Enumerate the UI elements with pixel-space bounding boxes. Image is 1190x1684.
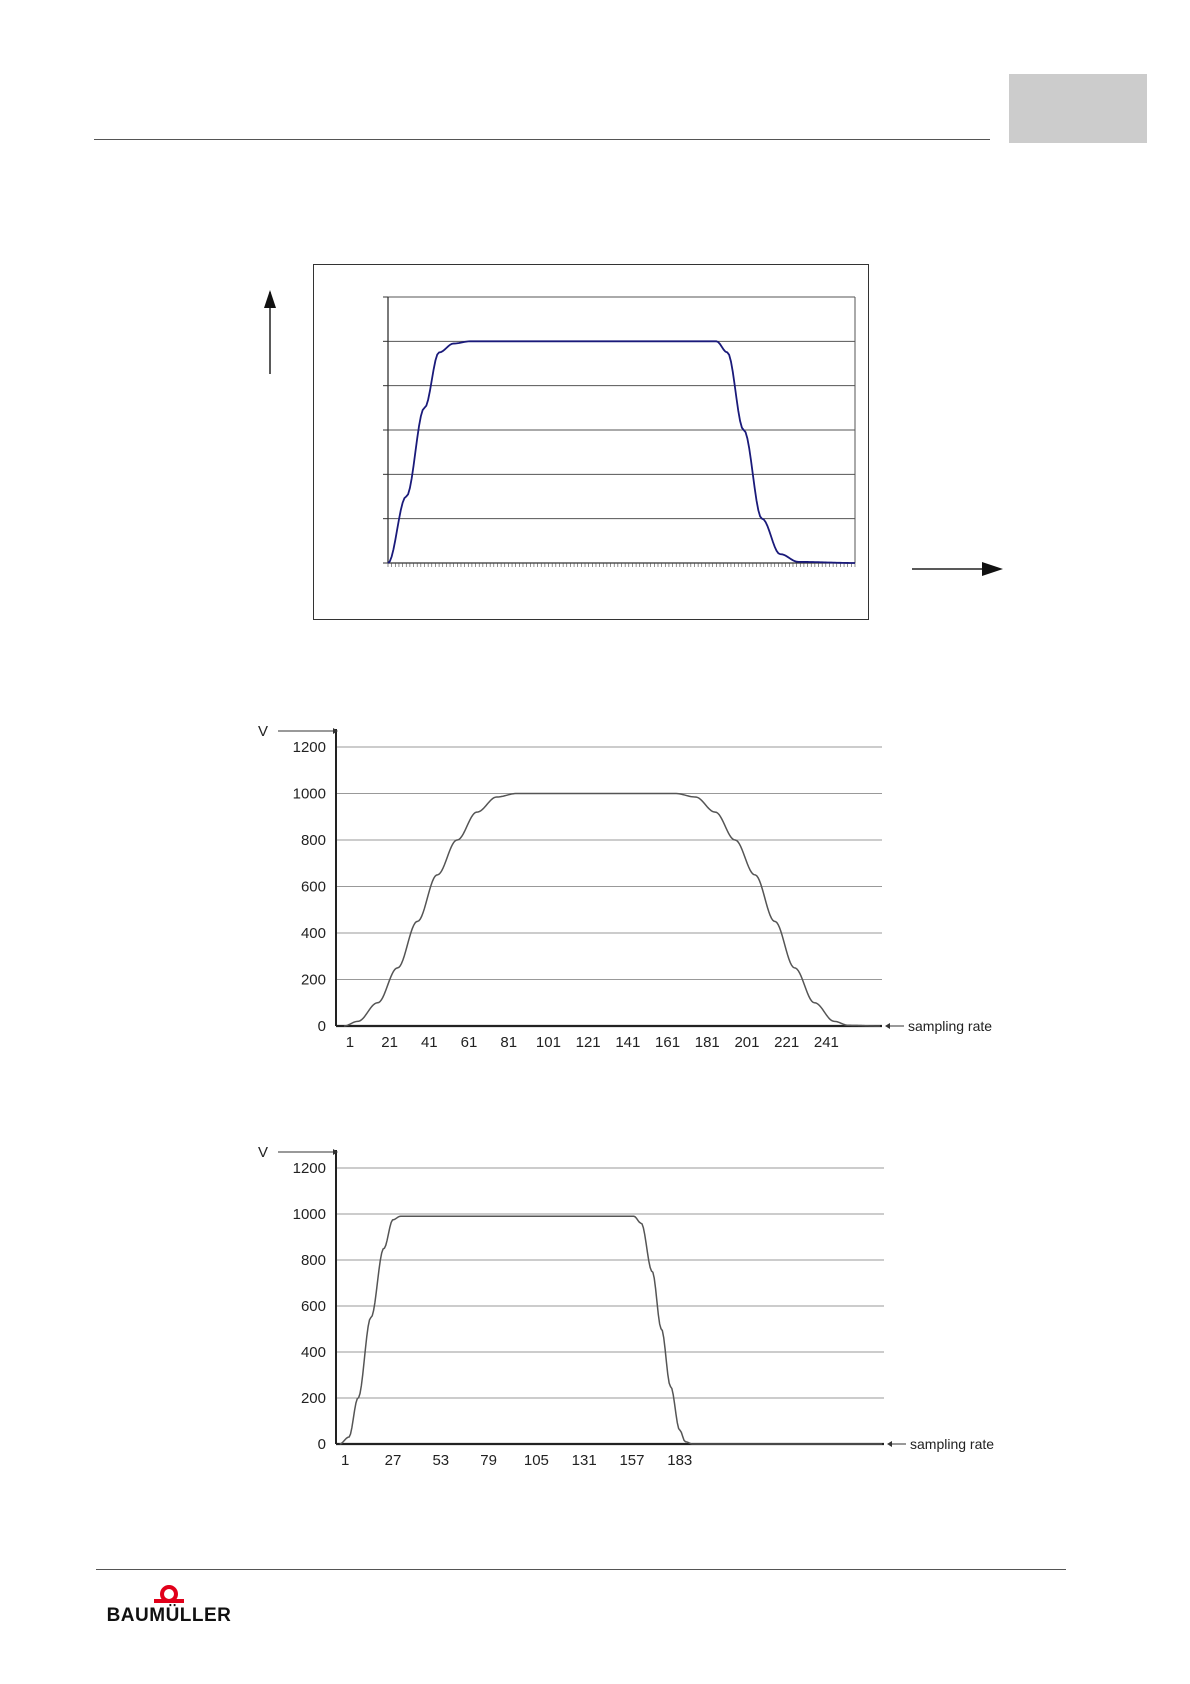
y-axis-label: V — [258, 1144, 269, 1161]
y-tick-label: 1200 — [292, 1160, 326, 1177]
x-tick-label: 41 — [420, 1034, 438, 1051]
y-tick-label: 600 — [300, 1298, 326, 1315]
x-tick-label: 21 — [381, 1034, 398, 1051]
y-tick-label: 800 — [300, 1252, 326, 1269]
y-tick-label: 400 — [300, 925, 326, 942]
y-tick-label: 200 — [300, 1390, 326, 1407]
y-tick-label: 400 — [300, 1344, 326, 1361]
x-tick-label: 131 — [571, 1452, 597, 1469]
series-line — [340, 1216, 882, 1444]
footer-rule — [96, 1569, 1066, 1570]
x-tick-label: 201 — [734, 1034, 760, 1051]
y-axis-label: V — [258, 723, 269, 740]
logo-mark-icon — [152, 1585, 186, 1605]
x-tick-label: 61 — [460, 1034, 478, 1051]
x-tick-label: 183 — [667, 1452, 693, 1469]
baumuller-logo — [96, 1585, 242, 1625]
x-label-pointer-head — [887, 1441, 892, 1447]
y-tick-label: 0 — [317, 1436, 326, 1453]
x-tick-label: 1 — [345, 1034, 355, 1051]
x-axis-label: sampling rate — [910, 1436, 995, 1452]
x-tick-label: 105 — [523, 1452, 549, 1469]
y-tick-label: 800 — [300, 832, 326, 849]
x-tick-label: 81 — [500, 1034, 518, 1051]
y-tick-label: 0 — [317, 1018, 326, 1035]
y-tick-label: 200 — [300, 971, 326, 989]
x-tick-label: 79 — [480, 1452, 497, 1469]
x-tick-label: 181 — [694, 1034, 720, 1051]
x-tick-label: 1 — [341, 1452, 350, 1469]
x-tick-label: 221 — [774, 1034, 800, 1051]
logo-text: BAUMÜLLER — [106, 1605, 232, 1626]
x-tick-label: 157 — [619, 1452, 645, 1469]
x-tick-label: 241 — [813, 1034, 839, 1051]
y-tick-label: 600 — [300, 878, 326, 896]
x-tick-label: 53 — [432, 1452, 450, 1469]
x-tick-label: 101 — [535, 1034, 561, 1051]
x-tick-label: 121 — [575, 1034, 601, 1051]
x-tick-label: 161 — [655, 1034, 681, 1051]
y-tick-label: 1000 — [292, 785, 326, 803]
x-axis-label: sampling rate — [908, 1018, 993, 1034]
y-tick-label: 1000 — [292, 1206, 326, 1223]
x-tick-label: 27 — [384, 1452, 402, 1469]
y-tick-label: 1200 — [292, 739, 326, 756]
x-tick-label: 141 — [615, 1034, 641, 1051]
